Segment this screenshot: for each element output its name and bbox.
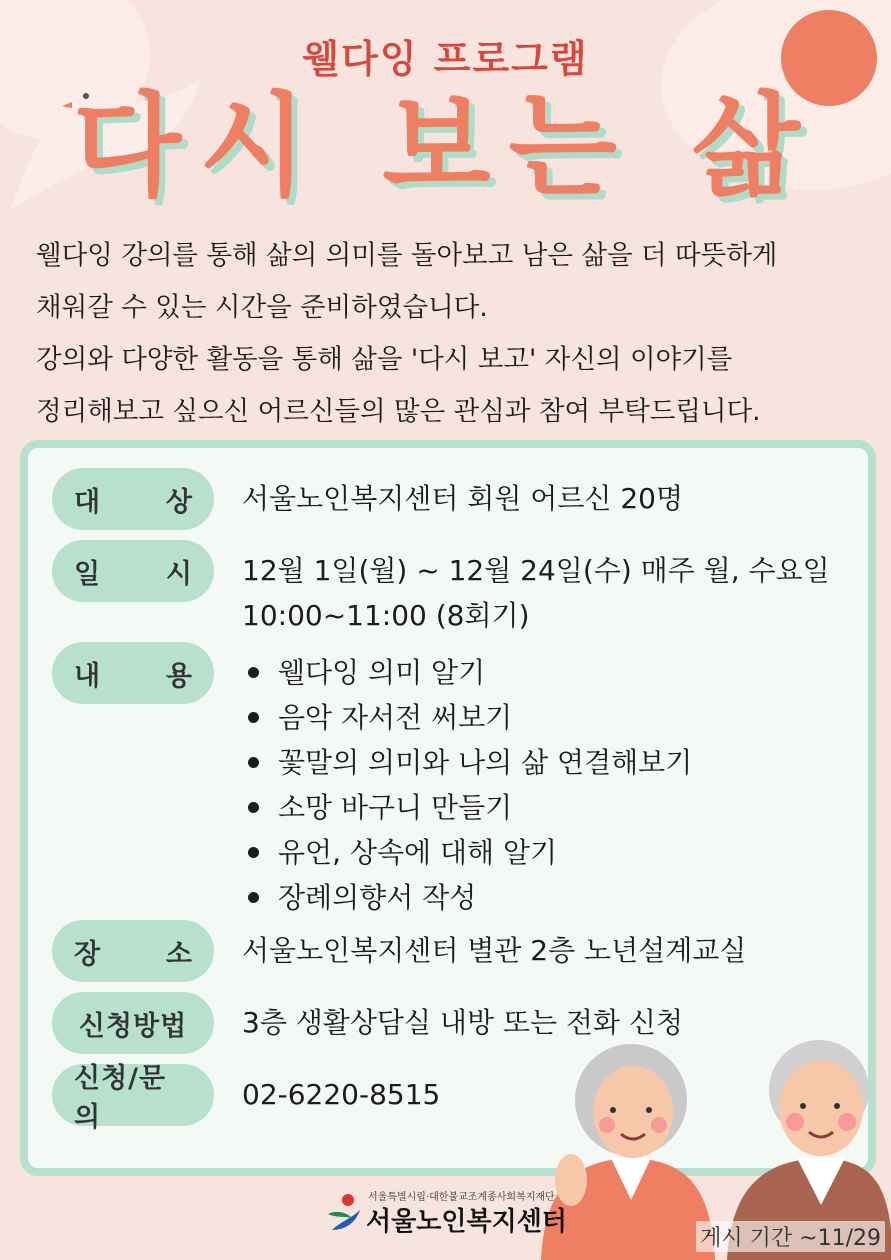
content-list <box>242 650 872 920</box>
seoul-senior-center-logo <box>326 1188 586 1236</box>
label-char: 소 <box>165 938 192 970</box>
label-char: 대 <box>74 486 101 518</box>
intro-line: 정리해보고 싶으신 어르신들의 많은 관심과 참여 부탁드립니다. <box>36 396 761 427</box>
schedule-line: 12월 1일(월) ~ 12월 24일(수) 매주 월, 수요일 <box>242 554 830 587</box>
intro-line: 강의와 다양한 활동을 통해 삶을 '다시 보고' 자신의 이야기를 <box>36 344 733 375</box>
label-char: 내 <box>74 660 101 692</box>
apply-method-value: 3층 생활상담실 내방 또는 전화 신청 <box>242 1006 683 1039</box>
label-content <box>52 642 214 704</box>
schedule-value <box>242 548 872 638</box>
label-target <box>52 468 214 530</box>
program-subtitle: 웰다잉 프로그램 <box>302 37 589 81</box>
list-item: 소망 바구니 만들기 <box>242 785 872 830</box>
logo-mark-icon <box>326 1192 362 1232</box>
label-contact: 신청/문의 <box>52 1064 214 1126</box>
label-char: 상 <box>165 486 192 518</box>
target-value: 서울노인복지센터 회원 어르신 20명 <box>242 482 684 515</box>
place-value: 서울노인복지센터 별관 2층 노년설계교실 <box>242 934 747 967</box>
posting-period: 게시 기간 ~11/29 <box>696 1221 885 1252</box>
label-char: 일 <box>74 558 101 590</box>
list-item: 음악 자서전 써보기 <box>242 695 872 740</box>
logo-name: 서울노인복지센터 <box>366 1207 567 1237</box>
contact-value: 02-6220-8515 <box>242 1078 441 1111</box>
content-value <box>242 650 872 920</box>
label-place <box>52 920 214 982</box>
label-apply-method: 신청방법 <box>52 992 214 1054</box>
intro-text <box>36 230 866 438</box>
list-item: 장례의향서 작성 <box>242 875 872 920</box>
label-schedule <box>52 540 214 602</box>
intro-line: 채워갈 수 있는 시간을 준비하였습니다. <box>36 292 488 323</box>
program-title: 다시 보는 삶 <box>73 82 818 212</box>
list-item: 유언, 상속에 대해 알기 <box>242 830 872 875</box>
label-char: 장 <box>74 938 101 970</box>
list-item: 꽃말의 의미와 나의 삶 연결해보기 <box>242 740 872 785</box>
list-item: 웰다잉 의미 알기 <box>242 650 872 695</box>
intro-line: 웰다잉 강의를 통해 삶의 의미를 돌아보고 남은 삶을 더 따뜻하게 <box>36 240 778 271</box>
label-char: 용 <box>165 660 192 692</box>
label-char: 시 <box>165 558 192 590</box>
schedule-line: 10:00~11:00 (8회기) <box>242 599 530 632</box>
logo-subtext: 서울특별시립·대한불교조계종사회복지재단 <box>368 1192 555 1203</box>
